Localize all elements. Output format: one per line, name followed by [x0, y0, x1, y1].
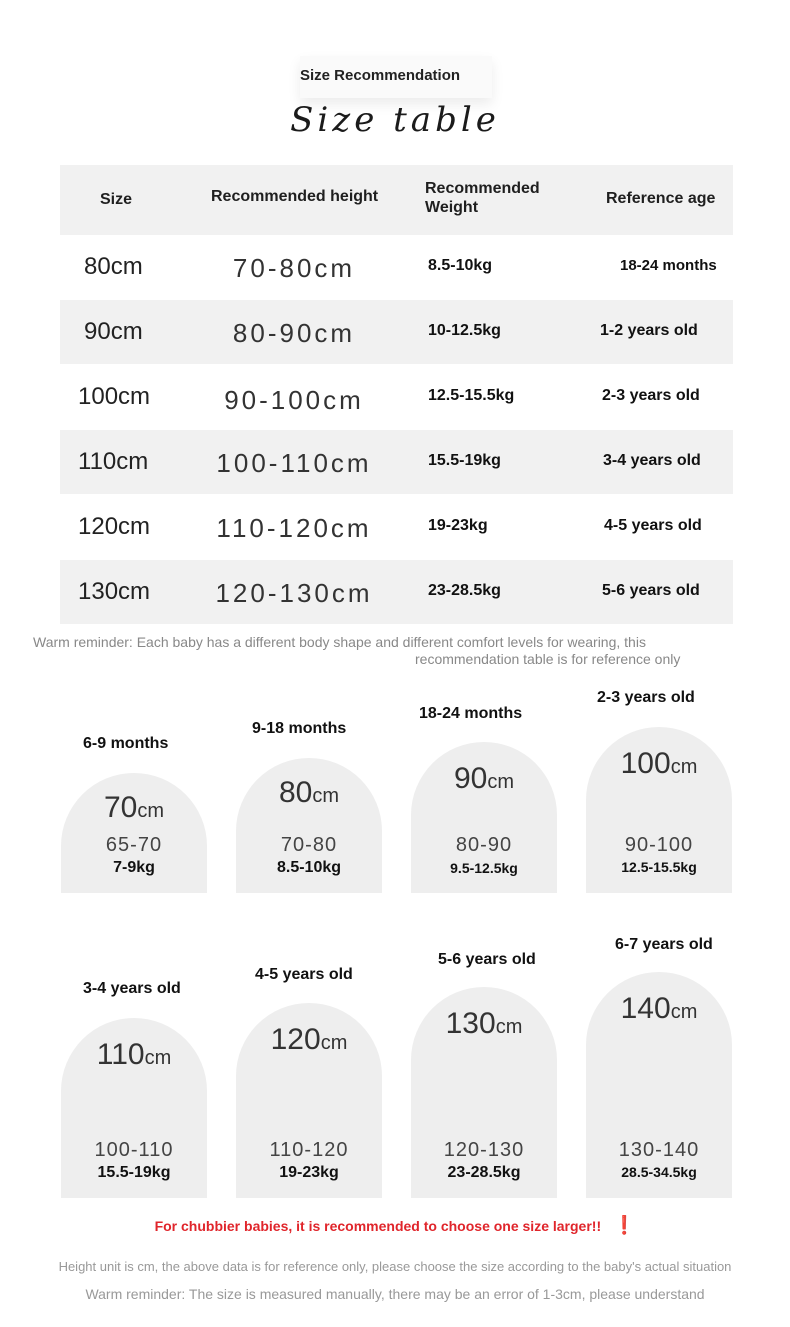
row-height: 90-100cm: [224, 385, 364, 415]
card-age-label: 18-24 months: [419, 705, 523, 722]
row-height: 80-90cm: [232, 318, 356, 348]
row-age: 2-3 years old: [602, 387, 700, 404]
card-size: 100cm: [620, 747, 698, 780]
card-height: 90-100: [624, 834, 694, 856]
column-header-height: Recommended height: [211, 188, 379, 205]
reminder-line-2: recommendation table is for reference only: [415, 651, 681, 667]
row-size: 90cm: [84, 318, 143, 345]
row-height: 110-120cm: [216, 513, 372, 543]
card-age-label: 6-7 years old: [615, 936, 713, 953]
card-height: 130-140: [618, 1139, 700, 1161]
chubby-note-text: For chubbier babies, it is recommended to choose one size larger!!: [154, 1218, 602, 1234]
card-age-label: 4-5 years old: [255, 966, 353, 983]
chubby-note: [0, 1215, 790, 1236]
size-card: [236, 758, 382, 893]
row-age: 1-2 years old: [600, 322, 698, 339]
row-weight: 15.5-19kg: [428, 452, 501, 469]
column-header-size: Size: [100, 191, 133, 208]
card-weight: 12.5-15.5kg: [621, 859, 697, 875]
table-row: [60, 560, 733, 624]
card-height: 80-90: [455, 834, 513, 856]
card-age-label: 9-18 months: [252, 720, 347, 737]
row-weight: 10-12.5kg: [428, 322, 501, 339]
row-age: 5-6 years old: [602, 582, 700, 599]
card-size: 140cm: [620, 992, 698, 1025]
row-age: 4-5 years old: [604, 517, 702, 534]
table-row: [60, 235, 733, 299]
card-height: 100-110: [94, 1139, 174, 1161]
row-age: 3-4 years old: [603, 452, 701, 469]
card-weight: 15.5-19kg: [97, 1164, 171, 1181]
badge-label: Size Recommendation: [300, 67, 461, 84]
size-card: [411, 987, 557, 1198]
size-recommendation-badge: [300, 56, 492, 98]
table-row: [60, 300, 733, 364]
card-size: 110cm: [96, 1038, 172, 1071]
row-size: 110cm: [78, 448, 149, 475]
row-size: 80cm: [84, 253, 143, 280]
exclamation-icon: ❗: [613, 1215, 636, 1235]
card-weight: 8.5-10kg: [276, 859, 342, 876]
size-card: [411, 742, 557, 893]
row-age: 18-24 months: [620, 257, 717, 274]
row-weight: 19-23kg: [428, 517, 488, 534]
card-age-label: 6-9 months: [83, 735, 169, 752]
table-row: [60, 430, 733, 494]
card-height: 70-80: [280, 834, 338, 856]
footer-note-1: Height unit is cm, the above data is for reference only, please choose the size according to the baby's actual situation: [58, 1259, 732, 1274]
footer-note-2: Warm reminder: The size is measured manually, there may be an error of 1-3cm, please understand: [85, 1286, 705, 1302]
card-size: 120cm: [270, 1023, 348, 1056]
reminder-line-1: Warm reminder: Each baby has a different body shape and different comfort levels for wearing, this: [33, 634, 646, 650]
size-card: [586, 972, 732, 1198]
row-size: 120cm: [78, 513, 151, 540]
card-weight: 23-28.5kg: [447, 1164, 521, 1181]
card-height: 65-70: [105, 834, 163, 856]
column-header-age: Reference age: [606, 190, 716, 207]
row-height: 120-130cm: [215, 578, 373, 608]
row-size: 130cm: [78, 578, 151, 605]
card-age-label: 2-3 years old: [597, 689, 695, 706]
size-table: [60, 165, 733, 624]
table-row: [60, 495, 733, 559]
page-title: Size table: [290, 100, 500, 140]
card-weight: 9.5-12.5kg: [450, 860, 518, 876]
card-height: 110-120: [269, 1139, 349, 1161]
size-card: [61, 1018, 207, 1198]
row-size: 100cm: [78, 383, 151, 410]
row-height: 70-80cm: [232, 253, 356, 283]
card-size: 70cm: [103, 791, 165, 824]
row-weight: 8.5-10kg: [428, 257, 493, 274]
row-height: 100-110cm: [216, 448, 372, 478]
row-weight: 23-28.5kg: [428, 582, 501, 599]
card-size: 80cm: [278, 776, 340, 809]
size-card: [586, 727, 732, 893]
size-card: [61, 773, 207, 893]
card-weight: 28.5-34.5kg: [621, 1164, 697, 1180]
card-age-label: 3-4 years old: [83, 980, 181, 997]
card-weight: 7-9kg: [113, 859, 155, 876]
column-header-weight: Recommended Weight: [425, 180, 540, 216]
table-header: [60, 165, 733, 235]
card-weight: 19-23kg: [279, 1164, 339, 1181]
card-size: 130cm: [445, 1007, 523, 1040]
card-age-label: 5-6 years old: [438, 951, 536, 968]
size-card: [236, 1003, 382, 1198]
row-weight: 12.5-15.5kg: [428, 387, 515, 404]
table-row: [60, 365, 733, 429]
card-height: 120-130: [443, 1139, 525, 1161]
card-size: 90cm: [453, 762, 515, 795]
